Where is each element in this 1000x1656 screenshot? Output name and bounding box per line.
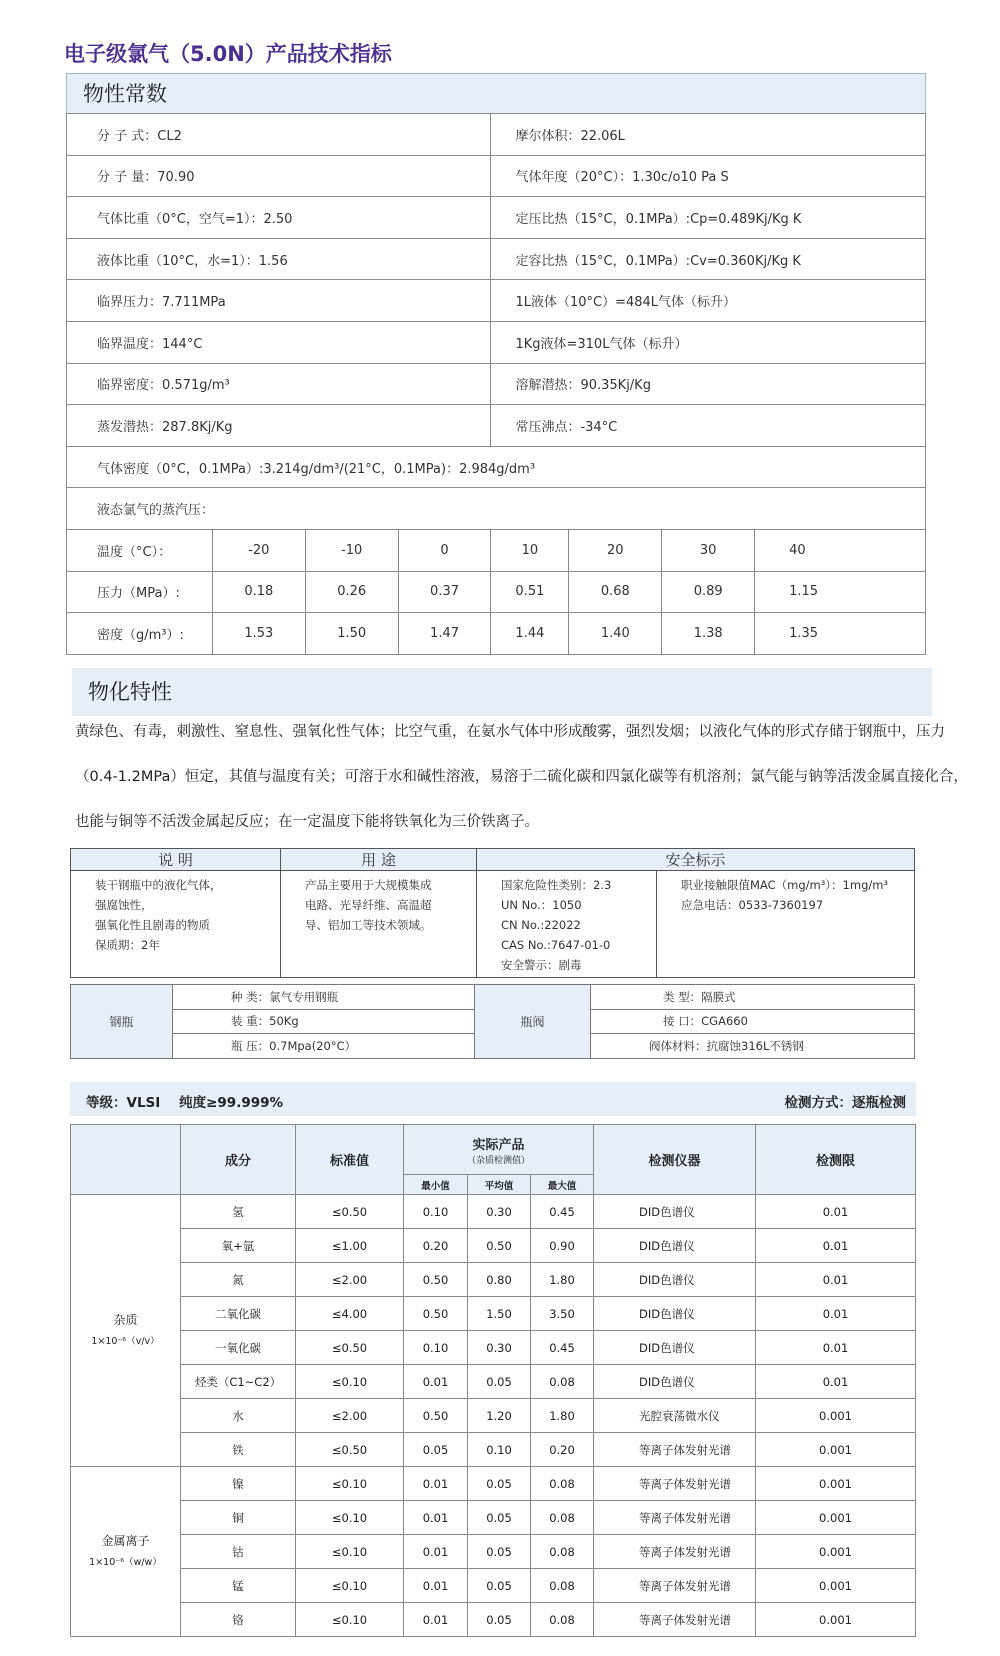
info-safety-left-cell	[477, 871, 657, 978]
spec-cell: 氢	[181, 1195, 296, 1229]
phys-row	[67, 280, 926, 322]
spec-cell: 0.08	[531, 1365, 594, 1399]
spec-cell: ≤0.50	[296, 1433, 404, 1467]
phys-cell: 临界压力：7.711MPa	[67, 280, 491, 322]
vapor-value: 1.53	[212, 613, 305, 655]
info-safety-line: 安全警示：剧毒	[501, 958, 582, 972]
spec-group	[71, 1195, 181, 1467]
vapor-value: 1.44	[491, 613, 569, 655]
spec-cell: 0.30	[468, 1195, 531, 1229]
vapor-value: 0.37	[398, 571, 491, 613]
valve-label: 瓶阀	[475, 985, 591, 1059]
vapor-value: 0.51	[491, 571, 569, 613]
spec-cell: 0.50	[468, 1229, 531, 1263]
info-desc-line: 强腐蚀性，	[95, 898, 153, 912]
info-usage-line: 产品主要用于大规模集成	[305, 878, 432, 892]
vapor-value: 0.18	[212, 571, 305, 613]
vapor-value: -20	[212, 529, 305, 571]
grade-purity: 等级：VLSI 纯度≥99.999%	[86, 1095, 284, 1111]
spec-cell: 1.50	[468, 1297, 531, 1331]
spec-cell: 1.20	[468, 1399, 531, 1433]
gas-density: 气体密度（0°C，0.1MPa）:3.214g/dm³/(21°C，0.1MPa)：2.984g/dm³	[67, 446, 926, 488]
phys-cell: 1L液体（10°C）=484L气体（标升）	[491, 280, 926, 322]
spec-cell: 0.01	[756, 1263, 916, 1297]
info-safety-line: UN No.：1050	[501, 898, 582, 912]
spec-cell: 0.01	[756, 1297, 916, 1331]
vapor-value: 1.35	[755, 613, 926, 655]
phys-cell: 分 子 式：CL2	[67, 114, 491, 156]
spec-header-actual-label: 实际产品	[472, 1137, 525, 1153]
spec-cell: DID色谱仪	[594, 1297, 756, 1331]
spec-cell: 铁	[181, 1433, 296, 1467]
grade-bar	[70, 1082, 916, 1116]
spec-cell: 等离子体发射光谱	[594, 1433, 756, 1467]
spec-cell: DID色谱仪	[594, 1331, 756, 1365]
info-safety-line: CN No.:22022	[501, 918, 581, 932]
spec-cell: 0.001	[756, 1433, 916, 1467]
spec-header-min: 最小值	[404, 1175, 468, 1195]
spec-cell: 0.001	[756, 1399, 916, 1433]
info-table	[70, 848, 915, 978]
phys-cell: 气体年度（20°C）：1.30c/o10 Pa S	[491, 155, 926, 197]
spec-cell: 0.50	[404, 1263, 468, 1297]
spec-group-unit: 1×10⁻⁶（v/v）	[91, 1335, 160, 1347]
phys-cell: 摩尔体积：22.06L	[491, 114, 926, 156]
phys-cell: 定容比热（15°C，0.1MPa）:Cv=0.360Kj/Kg K	[491, 238, 926, 280]
spec-cell: ≤2.00	[296, 1399, 404, 1433]
cylinder-row: 种 类：氯气专用钢瓶	[173, 985, 475, 1010]
vapor-value: 20	[569, 529, 662, 571]
info-header-desc: 说 明	[71, 849, 281, 871]
spec-cell: 0.001	[756, 1535, 916, 1569]
phys-row	[67, 488, 926, 530]
spec-cell: 0.05	[468, 1467, 531, 1501]
spec-cell: ≤0.50	[296, 1195, 404, 1229]
section-heading-chemical: 物化特性	[72, 668, 932, 716]
valve-row: 类 型：隔膜式	[591, 985, 915, 1010]
info-safety-line: 职业接触限值MAC（mg/m³）：1mg/m³	[681, 878, 889, 892]
spec-cell: 0.01	[404, 1603, 468, 1637]
spec-cell: 0.01	[756, 1195, 916, 1229]
spec-cell: ≤1.00	[296, 1229, 404, 1263]
spec-cell: 0.05	[468, 1569, 531, 1603]
valve-row: 阀体材料：抗腐蚀316L不锈钢	[591, 1034, 915, 1059]
info-usage-line: 导、铝加工等技术领域。	[305, 918, 432, 932]
vapor-row-label: 密度（g/m³）:	[67, 613, 213, 655]
spec-cell: 水	[181, 1399, 296, 1433]
spec-cell: 0.10	[404, 1331, 468, 1365]
vapor-value: 0.89	[662, 571, 755, 613]
phys-row	[67, 197, 926, 239]
spec-cell: 0.01	[404, 1535, 468, 1569]
phys-row	[67, 405, 926, 447]
vapor-value: 1.47	[398, 613, 491, 655]
spec-cell: 0.01	[756, 1331, 916, 1365]
spec-row	[71, 1467, 916, 1501]
test-method: 检测方式：逐瓶检测	[784, 1095, 906, 1111]
cylinder-row: 装 重：50Kg	[173, 1009, 475, 1034]
spec-row	[71, 1569, 916, 1603]
vapor-row-label: 温度（°C）：	[67, 529, 213, 571]
chemical-properties-text: 黄绿色、有毒，刺激性、窒息性、强氧化性气体；比空气重，在氨水气体中形成酸雾，强烈发烟；以液化气体的形式存储于钢瓶中，压力（0.4-1.2MPa）恒定，其值与温度有关；可溶于水和碱性溶液，易溶于二硫化碳和四氯化碳等有机溶剂；氯气能与钠等活泼金属直接化合，也能与铜等不活泼金属起反应；在一定温度下能将铁氧化为三价铁离子。	[75, 724, 968, 830]
spec-cell: 0.001	[756, 1467, 916, 1501]
spec-cell: 铬	[181, 1603, 296, 1637]
spec-header-instrument: 检测仪器	[594, 1125, 756, 1195]
vapor-value: 10	[491, 529, 569, 571]
spec-cell: 0.10	[468, 1433, 531, 1467]
spec-cell: 0.05	[468, 1365, 531, 1399]
spec-group-unit: 1×10⁻⁶（w/w）	[89, 1556, 162, 1568]
spec-cell: 一氧化碳	[181, 1331, 296, 1365]
spec-cell: 0.20	[404, 1229, 468, 1263]
spec-cell: DID色谱仪	[594, 1365, 756, 1399]
spec-cell: 0.08	[531, 1467, 594, 1501]
spec-cell: 0.01	[404, 1569, 468, 1603]
spec-header-component: 成分	[181, 1125, 296, 1195]
spec-cell: 0.01	[756, 1229, 916, 1263]
spec-cell: 0.30	[468, 1331, 531, 1365]
info-header-safety: 安全标示	[477, 849, 915, 871]
spec-cell: 0.90	[531, 1229, 594, 1263]
phys-cell: 定压比热（15°C，0.1MPa）:Cp=0.489Kj/Kg K	[491, 197, 926, 239]
info-header-usage: 用 途	[281, 849, 477, 871]
spec-row	[71, 1331, 916, 1365]
spec-cell: 0.50	[404, 1297, 468, 1331]
spec-cell: ≤4.00	[296, 1297, 404, 1331]
vapor-row	[67, 529, 926, 571]
bottle-table	[70, 984, 915, 1059]
info-desc-line: 强氧化性且剧毒的物质	[95, 918, 210, 932]
spec-cell: 氧+氩	[181, 1229, 296, 1263]
spec-row	[71, 1195, 916, 1229]
spec-header-limit: 检测限	[756, 1125, 916, 1195]
spec-row	[71, 1365, 916, 1399]
phys-cell: 蒸发潜热：287.8Kj/Kg	[67, 405, 491, 447]
phys-cell: 1Kg液体=310L气体（标升）	[491, 321, 926, 363]
info-desc-line: 装干钢瓶中的液化气体，	[95, 878, 222, 892]
spec-cell: 0.01	[404, 1501, 468, 1535]
spec-row	[71, 1501, 916, 1535]
spec-cell: DID色谱仪	[594, 1195, 756, 1229]
spec-group	[71, 1467, 181, 1637]
spec-cell: 0.001	[756, 1569, 916, 1603]
vapor-title: 液态氯气的蒸汽压：	[67, 488, 926, 530]
spec-cell: ≤0.10	[296, 1569, 404, 1603]
phys-cell: 气体比重（0°C，空气=1）：2.50	[67, 197, 491, 239]
physical-constants-table	[66, 113, 926, 655]
spec-cell: 0.80	[468, 1263, 531, 1297]
info-usage-line: 电路、光导纤维、高温超	[305, 898, 432, 912]
info-safety-line: 应急电话：0533-7360197	[681, 898, 824, 912]
phys-row	[67, 321, 926, 363]
vapor-value: 30	[662, 529, 755, 571]
valve-row: 接 口：CGA660	[591, 1009, 915, 1034]
vapor-row-label: 压力（MPa）:	[67, 571, 213, 613]
section-heading-physical: 物性常数	[66, 73, 926, 114]
spec-cell: 光腔衰荡微水仪	[594, 1399, 756, 1433]
page-title: 电子级氯气（5.0N）产品技术指标	[64, 42, 392, 66]
spec-cell: 0.05	[468, 1501, 531, 1535]
spec-cell: 0.001	[756, 1501, 916, 1535]
spec-cell: DID色谱仪	[594, 1263, 756, 1297]
spec-cell: ≤0.10	[296, 1467, 404, 1501]
spec-row	[71, 1229, 916, 1263]
info-safety-right-cell	[657, 871, 915, 978]
spec-cell: 0.08	[531, 1603, 594, 1637]
vapor-value: 40	[755, 529, 926, 571]
spec-cell: 铜	[181, 1501, 296, 1535]
spec-cell: 钴	[181, 1535, 296, 1569]
spec-header-actual-note: （杂质检测值）	[466, 1155, 530, 1166]
spec-cell: 1.80	[531, 1263, 594, 1297]
phys-cell: 临界温度：144°C	[67, 321, 491, 363]
info-usage-cell	[281, 871, 477, 978]
spec-header-actual	[404, 1125, 594, 1175]
spec-cell: 氮	[181, 1263, 296, 1297]
spec-row	[71, 1535, 916, 1569]
vapor-value: 1.50	[305, 613, 398, 655]
spec-cell: 0.10	[404, 1195, 468, 1229]
spec-cell: DID色谱仪	[594, 1229, 756, 1263]
spec-cell: 0.01	[404, 1467, 468, 1501]
spec-cell: 0.08	[531, 1569, 594, 1603]
spec-row	[71, 1297, 916, 1331]
spec-cell: 0.45	[531, 1195, 594, 1229]
spec-cell: 0.08	[531, 1535, 594, 1569]
phys-row	[67, 446, 926, 488]
spec-cell: 0.08	[531, 1501, 594, 1535]
spec-header-avg: 平均值	[468, 1175, 531, 1195]
spec-cell: 0.01	[756, 1365, 916, 1399]
spec-row	[71, 1433, 916, 1467]
vapor-value: 0	[398, 529, 491, 571]
spec-header-group	[71, 1125, 181, 1195]
spec-header-max: 最大值	[531, 1175, 594, 1195]
spec-cell: 0.05	[404, 1433, 468, 1467]
info-desc-cell	[71, 871, 281, 978]
spec-cell: 0.001	[756, 1603, 916, 1637]
spec-row	[71, 1603, 916, 1637]
spec-row	[71, 1263, 916, 1297]
vapor-value: 1.15	[755, 571, 926, 613]
info-safety-line: CAS No.:7647-01-0	[501, 938, 611, 952]
vapor-value: 1.38	[662, 613, 755, 655]
spec-cell: ≤0.10	[296, 1535, 404, 1569]
phys-row	[67, 363, 926, 405]
spec-cell: ≤0.10	[296, 1603, 404, 1637]
spec-cell: 等离子体发射光谱	[594, 1603, 756, 1637]
spec-cell: 镍	[181, 1467, 296, 1501]
spec-cell: 0.50	[404, 1399, 468, 1433]
spec-table	[70, 1124, 916, 1637]
spec-cell: 0.05	[468, 1603, 531, 1637]
vapor-row	[67, 613, 926, 655]
phys-cell: 溶解潜热：90.35Kj/Kg	[491, 363, 926, 405]
spec-cell: 1.80	[531, 1399, 594, 1433]
phys-cell: 临界密度：0.571g/m³	[67, 363, 491, 405]
phys-cell: 分 子 量：70.90	[67, 155, 491, 197]
spec-cell: ≤0.10	[296, 1365, 404, 1399]
spec-cell: 锰	[181, 1569, 296, 1603]
spec-cell: 等离子体发射光谱	[594, 1535, 756, 1569]
vapor-value: 1.40	[569, 613, 662, 655]
phys-row	[67, 238, 926, 280]
vapor-value: 0.68	[569, 571, 662, 613]
cylinder-label: 钢瓶	[71, 985, 173, 1059]
phys-cell: 常压沸点：-34°C	[491, 405, 926, 447]
vapor-value: 0.26	[305, 571, 398, 613]
spec-cell: 等离子体发射光谱	[594, 1569, 756, 1603]
spec-cell: ≤0.50	[296, 1331, 404, 1365]
spec-cell: 等离子体发射光谱	[594, 1501, 756, 1535]
spec-row	[71, 1399, 916, 1433]
spec-cell: 0.45	[531, 1331, 594, 1365]
spec-cell: 等离子体发射光谱	[594, 1467, 756, 1501]
vapor-value: -10	[305, 529, 398, 571]
spec-cell: ≤2.00	[296, 1263, 404, 1297]
spec-cell: 二氧化碳	[181, 1297, 296, 1331]
phys-cell: 液体比重（10°C，水=1）：1.56	[67, 238, 491, 280]
spec-cell: 0.05	[468, 1535, 531, 1569]
phys-row	[67, 114, 926, 156]
phys-row	[67, 155, 926, 197]
cylinder-row: 瓶 压：0.7Mpa(20°C）	[173, 1034, 475, 1059]
spec-header-standard: 标准值	[296, 1125, 404, 1195]
vapor-row	[67, 571, 926, 613]
info-desc-line: 保质期：2年	[95, 938, 160, 952]
spec-cell: 3.50	[531, 1297, 594, 1331]
spec-group-name: 杂质	[113, 1312, 138, 1327]
info-safety-line: 国家危险性类别：2.3	[501, 878, 612, 892]
spec-cell: 0.01	[404, 1365, 468, 1399]
spec-cell: 0.20	[531, 1433, 594, 1467]
spec-group-name: 金属离子	[101, 1533, 150, 1548]
spec-cell: ≤0.10	[296, 1501, 404, 1535]
spec-cell: 烃类（C1~C2）	[181, 1365, 296, 1399]
